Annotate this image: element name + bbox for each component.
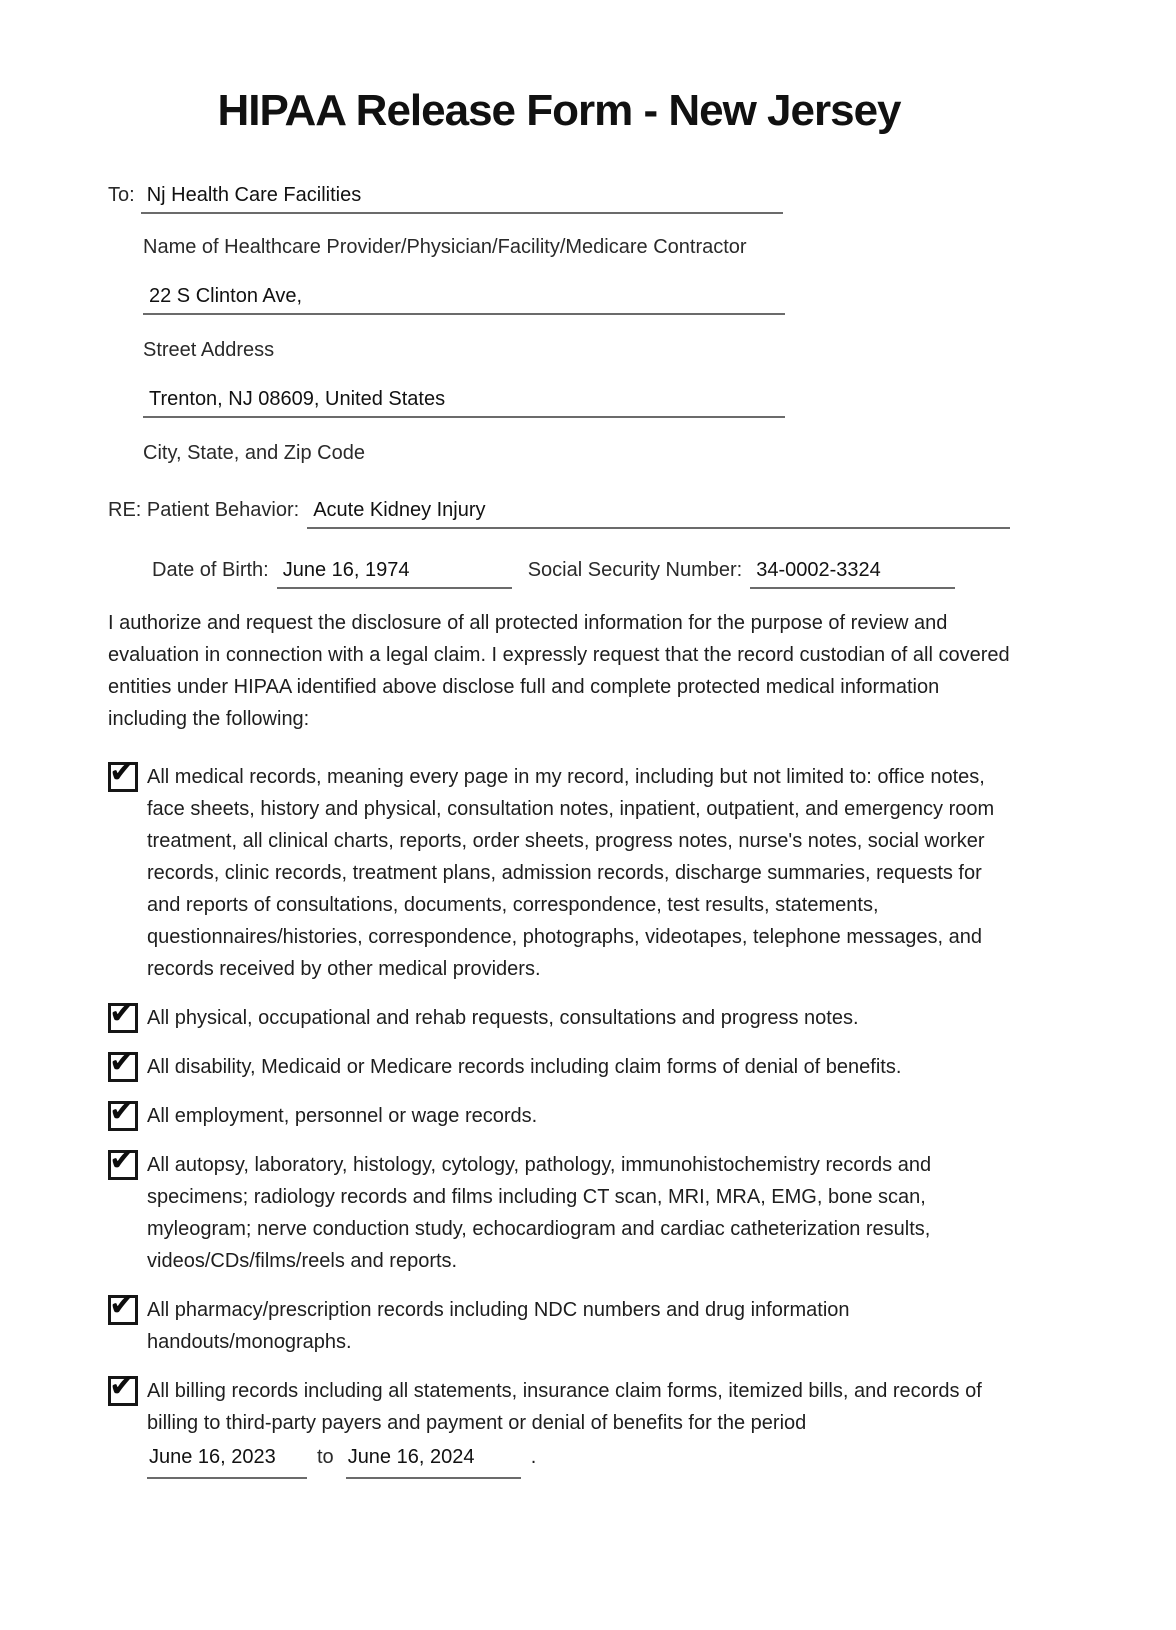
billing-period-suffix: .: [530, 1446, 537, 1468]
checklist-item-employment: [108, 1093, 1010, 1132]
billing-records-text: All billing records including all statements, insurance claim forms, itemized bills, and records of billing to third-party payers and payment or denial of benefits for the period: [147, 1380, 982, 1434]
checkmark-icon: ✔: [109, 1142, 135, 1177]
identity-row: [152, 559, 1010, 589]
street-address-field[interactable]: 22 S Clinton Ave,: [143, 285, 785, 315]
provider-name-caption: Name of Healthcare Provider/Physician/Facility/Medicare Contractor: [143, 236, 747, 258]
checklist-item-billing-records: [108, 1368, 1010, 1479]
city-state-zip-caption: City, State, and Zip Code: [143, 442, 365, 464]
street-address-caption: Street Address: [143, 339, 275, 361]
checklist-item-label: All physical, occupational and rehab requests, consultations and progress notes.: [147, 1007, 859, 1029]
checklist-item-label: All pharmacy/prescription records including NDC numbers and drug information handouts/monographs.: [147, 1299, 850, 1353]
ssn-label: Social Security Number:: [527, 559, 743, 581]
checklist-item-physical-rehab: [108, 995, 1010, 1034]
checklist-item-label: All autopsy, laboratory, histology, cytology, pathology, immunohistochemistry records and specimens; radiology records and films including CT scan, MRI, MRA, EMG, bone scan, myleogram; nerve conduction study, echocardiogram and cardiac catheterization results, videos/CDs/films/reels and reports.: [147, 1154, 932, 1272]
checkmark-icon: ✔: [109, 1093, 135, 1128]
dob-label: Date of Birth:: [152, 559, 269, 581]
checkmark-icon: ✔: [109, 1044, 135, 1079]
to-label: To:: [108, 184, 135, 206]
checkbox-billing-records[interactable]: [108, 1368, 138, 1406]
checkmark-icon: ✔: [109, 995, 135, 1030]
checkmark-icon: ✔: [109, 754, 135, 789]
checklist-item-medical-records: [108, 754, 1010, 985]
re-row: [108, 499, 1010, 529]
city-state-zip-field[interactable]: Trenton, NJ 08609, United States: [143, 388, 785, 418]
form-title: HIPAA Release Form - New Jersey: [217, 86, 901, 135]
checklist-item-pharmacy: [108, 1287, 1010, 1358]
ssn-field[interactable]: 34-0002-3324: [750, 559, 955, 589]
billing-period-line: [147, 1441, 1010, 1479]
checkbox-employment[interactable]: [108, 1093, 138, 1131]
checkmark-icon: ✔: [109, 1287, 135, 1322]
dob-field[interactable]: June 16, 1974: [277, 559, 512, 589]
checklist-item-label: [147, 1375, 1010, 1479]
street-address-block: [143, 285, 1010, 362]
checklist-item-autopsy-lab: [108, 1142, 1010, 1277]
billing-period-end-field[interactable]: June 16, 2024: [346, 1441, 521, 1479]
re-patient-behavior-label: RE: Patient Behavior:: [108, 499, 300, 521]
checkbox-medical-records[interactable]: [108, 754, 138, 792]
checkmark-icon: ✔: [109, 1368, 135, 1403]
checkbox-disability-medicare[interactable]: [108, 1044, 138, 1082]
billing-period-to-label: to: [317, 1446, 334, 1468]
checkbox-physical-rehab[interactable]: [108, 995, 138, 1033]
checklist-item-label: All medical records, meaning every page in my record, including but not limited to: office notes, face sheets, history and physical, consultation notes, inpatient, outpatient, and emergency room treatment, all clinical charts, reports, order sheets, progress notes, nurse's notes, social worker records, clinic records, treatment plans, admission records, discharge summaries, requests for and reports of consultations, documents, correspondence, test results, statements, questionnaires/histories, correspondence, photographs, videotapes, telephone messages, and records received by other medical providers.: [147, 766, 995, 980]
checkbox-pharmacy[interactable]: [108, 1287, 138, 1325]
city-state-zip-block: [143, 388, 1010, 465]
provider-name-field[interactable]: Nj Health Care Facilities: [141, 184, 783, 214]
authorization-paragraph: I authorize and request the disclosure of all protected information for the purpose of review and evaluation in connection with a legal claim. I expressly request that the record custodian of all covered entities under HIPAA identified above disclose full and complete protected medical information including the following:: [108, 612, 1010, 730]
to-row: [108, 184, 1010, 214]
patient-behavior-field[interactable]: Acute Kidney Injury: [307, 499, 1010, 529]
checkbox-autopsy-lab[interactable]: [108, 1142, 138, 1180]
checklist-item-label: All disability, Medicaid or Medicare records including claim forms of denial of benefits.: [147, 1056, 902, 1078]
billing-period-start-field[interactable]: June 16, 2023: [147, 1441, 307, 1479]
checklist-item-disability-medicare: [108, 1044, 1010, 1083]
checklist-item-label: All employment, personnel or wage records.: [147, 1105, 538, 1127]
